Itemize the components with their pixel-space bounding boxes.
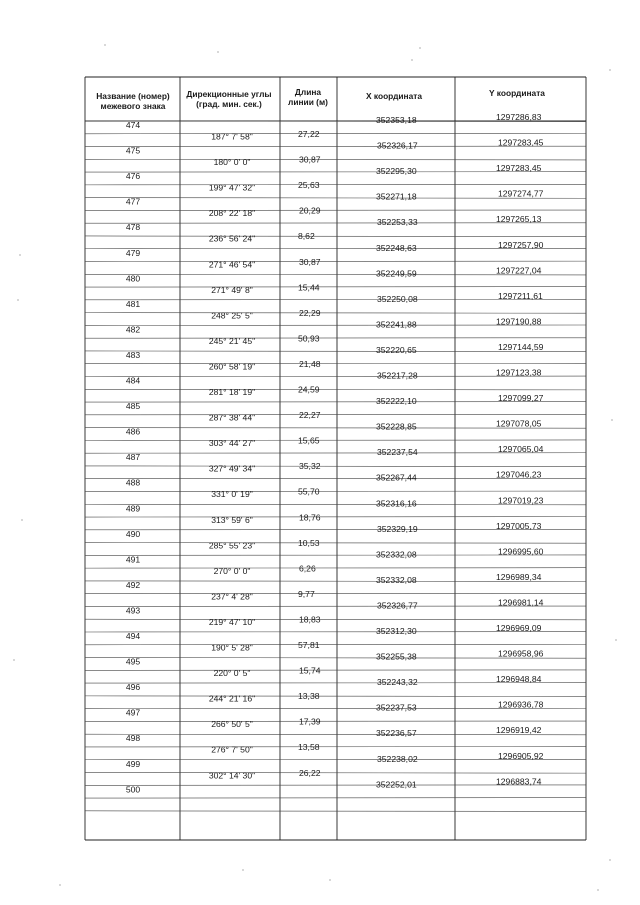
x-coordinate: 352237,54 (377, 447, 418, 458)
marker-number: 486 (125, 426, 141, 437)
line-length: 24,59 (298, 384, 320, 395)
header-name-line1: Название (номер) (96, 91, 170, 101)
directional-angle: 313° 59' 6" (211, 514, 253, 525)
scan-speck (411, 59, 412, 60)
directional-angle: 281° 18' 19" (208, 387, 256, 397)
directional-angle: 237° 4' 28" (211, 591, 253, 602)
x-coordinate: 352271,18 (376, 191, 417, 202)
y-coordinate: 1297257,90 (498, 239, 544, 250)
y-coordinate: 1296969,09 (496, 623, 542, 633)
marker-number: 494 (125, 631, 141, 641)
scan-speck (242, 869, 243, 870)
y-coordinate: 1297065,04 (498, 444, 544, 455)
marker-number: 498 (125, 733, 141, 744)
y-coordinate: 1297046,23 (496, 469, 542, 480)
header-y-coordinate: Y координата (489, 88, 545, 98)
scan-speck (59, 884, 60, 885)
y-coordinate: 1297123,38 (496, 367, 542, 378)
header-length-line2: линии (м) (288, 97, 328, 107)
directional-angle: 271° 46' 54" (208, 259, 256, 270)
y-coordinate: 1296948,84 (496, 674, 542, 685)
line-length: 26,22 (299, 767, 321, 778)
line-length: 35,32 (299, 461, 321, 472)
header-angle-line1: Дирекционные углы (186, 89, 272, 99)
line-length: 18,76 (299, 512, 321, 523)
x-coordinate: 352238,02 (377, 753, 418, 764)
line-length: 50,93 (298, 333, 320, 344)
scan-speck (609, 859, 610, 860)
header-angle-line2: (град. мин. сек.) (196, 99, 262, 109)
x-coordinate: 352326,17 (377, 140, 418, 151)
y-coordinate: 1297099,27 (498, 393, 544, 404)
x-coordinate: 352252,01 (376, 779, 417, 790)
scan-speck (17, 299, 18, 300)
marker-number: 489 (125, 503, 141, 514)
x-coordinate: 352248,63 (376, 242, 417, 253)
marker-number: 496 (125, 682, 141, 693)
marker-number: 477 (125, 196, 141, 207)
marker-number: 483 (125, 350, 141, 360)
marker-number: 478 (125, 222, 141, 233)
marker-number: 497 (125, 707, 141, 718)
y-coordinate: 1296995,60 (498, 546, 544, 557)
line-length: 9,77 (298, 588, 315, 599)
directional-angle: 245° 21' 45" (208, 335, 256, 346)
marker-number: 479 (125, 247, 141, 258)
marker-number: 488 (125, 477, 141, 488)
x-coordinate: 352253,33 (377, 217, 418, 228)
header-name-line2: межевого знака (100, 101, 166, 111)
scan-speck (217, 51, 218, 52)
y-coordinate: 1297144,59 (498, 342, 544, 352)
y-coordinate: 1296883,74 (496, 776, 542, 787)
marker-number: 484 (125, 375, 141, 386)
directional-angle: 302° 14' 30" (208, 770, 256, 781)
scan-speck (19, 254, 20, 255)
directional-angle: 187° 7' 58" (211, 131, 253, 142)
x-coordinate: 352243,32 (377, 677, 418, 688)
scan-speck (329, 879, 330, 880)
line-length: 8,62 (298, 231, 315, 242)
scan-speck (104, 44, 105, 45)
line-length: 17,39 (299, 716, 321, 727)
scan-speck (21, 519, 22, 520)
line-length: 21,48 (299, 359, 321, 369)
x-coordinate: 352249,59 (376, 268, 417, 279)
x-coordinate: 352241,88 (376, 319, 417, 330)
line-length: 13,38 (298, 691, 320, 702)
line-length: 10,53 (298, 537, 320, 548)
y-coordinate: 1297283,45 (498, 137, 544, 148)
x-coordinate: 352312,30 (376, 626, 417, 636)
scan-speck (597, 889, 598, 890)
y-coordinate: 1297283,45 (496, 163, 542, 174)
directional-angle: 271° 49' 8" (211, 284, 253, 295)
marker-number: 493 (125, 605, 141, 616)
line-length: 55,70 (298, 486, 320, 497)
directional-angle: 236° 56' 24" (208, 233, 256, 244)
scan-speck (611, 419, 612, 420)
line-length: 30,87 (299, 154, 321, 165)
x-coordinate: 352353,18 (376, 115, 417, 125)
directional-angle: 287° 38' 44" (208, 412, 256, 423)
y-coordinate: 1297005,73 (496, 520, 542, 531)
directional-angle: 270° 0' 0" (213, 565, 251, 576)
x-coordinate: 352220,65 (376, 345, 417, 355)
marker-number: 495 (125, 656, 141, 667)
marker-number: 481 (125, 298, 141, 309)
line-length: 15,74 (299, 665, 321, 676)
x-coordinate: 352295,30 (376, 166, 417, 177)
y-coordinate: 1297227,04 (496, 265, 542, 276)
y-coordinate: 1297286,83 (496, 112, 542, 122)
directional-angle: 327° 49' 34" (208, 463, 256, 474)
directional-angle: 285° 55' 23" (208, 540, 256, 551)
directional-angle: 248° 25' 5" (211, 310, 253, 321)
y-coordinate: 1296958,96 (498, 648, 544, 659)
marker-number: 491 (125, 554, 141, 565)
marker-number: 480 (125, 273, 141, 284)
y-coordinate: 1296905,92 (498, 750, 544, 761)
y-coordinate: 1297211,61 (498, 290, 543, 301)
y-coordinate: 1296936,78 (498, 699, 544, 710)
directional-angle: 331° 0' 19" (211, 489, 253, 500)
line-length: 25,63 (298, 180, 320, 191)
directional-angle: 260° 58' 19" (208, 361, 256, 372)
x-coordinate: 352255,38 (376, 651, 417, 662)
x-coordinate: 352250,08 (377, 293, 418, 304)
x-coordinate: 352222,10 (376, 396, 417, 407)
marker-number: 490 (125, 528, 141, 539)
marker-number: 500 (125, 784, 141, 795)
marker-number: 482 (125, 324, 141, 335)
header-length-line1: Длина (294, 87, 322, 97)
marker-number: 499 (125, 758, 141, 769)
line-length: 22,27 (299, 410, 321, 421)
marker-number: 485 (125, 401, 141, 412)
header-x-coordinate: X координата (365, 91, 423, 101)
line-length: 22,29 (299, 307, 321, 318)
directional-angle: 244° 21' 16" (208, 693, 256, 704)
scan-speck (615, 639, 616, 640)
y-coordinate: 1297265,13 (496, 214, 542, 225)
x-coordinate: 352332,08 (376, 574, 417, 585)
x-coordinate: 352237,53 (376, 702, 417, 713)
x-coordinate: 352236,57 (376, 728, 417, 739)
directional-angle: 199° 47' 32" (208, 182, 256, 193)
x-coordinate: 352267,44 (376, 472, 417, 483)
directional-angle: 208° 22' 18" (208, 208, 256, 219)
marker-number: 475 (125, 145, 141, 156)
marker-number: 474 (125, 120, 141, 130)
line-length: 18,83 (299, 614, 321, 625)
line-length: 6,26 (299, 563, 316, 574)
marker-number: 487 (125, 452, 141, 463)
marker-number: 492 (125, 579, 141, 590)
scan-speck (609, 69, 610, 70)
x-coordinate: 352316,16 (376, 498, 417, 509)
directional-angle: 220° 0' 5" (213, 668, 251, 679)
x-coordinate: 352332,08 (376, 549, 417, 560)
x-coordinate: 352326,77 (377, 600, 418, 611)
scan-speck (419, 47, 420, 48)
x-coordinate: 352217,28 (377, 370, 418, 381)
directional-angle: 303° 44' 27" (208, 438, 256, 449)
scan-speck (13, 659, 14, 660)
line-length: 30,87 (299, 256, 321, 267)
line-length: 13,58 (298, 742, 320, 753)
y-coordinate: 1297274,77 (498, 188, 544, 199)
directional-angle: 180° 0' 0" (213, 157, 251, 168)
line-length: 27,22 (298, 129, 320, 139)
x-coordinate: 352329,19 (377, 523, 418, 534)
marker-number: 476 (125, 171, 141, 182)
line-length: 57,81 (298, 640, 320, 650)
directional-angle: 219° 47' 10" (208, 617, 256, 627)
line-length: 15,65 (298, 435, 320, 446)
y-coordinate: 1297078,05 (496, 418, 542, 429)
y-coordinate: 1297190,88 (496, 316, 542, 327)
y-coordinate: 1296981,14 (498, 597, 544, 608)
y-coordinate: 1297019,23 (498, 495, 544, 506)
line-length: 15,44 (298, 282, 320, 293)
x-coordinate: 352228,85 (376, 421, 417, 432)
directional-angle: 190° 5' 28" (211, 642, 253, 653)
directional-angle: 266° 50' 5" (211, 719, 253, 730)
y-coordinate: 1296919,42 (496, 725, 542, 736)
y-coordinate: 1296989,34 (496, 571, 542, 582)
line-length: 20,29 (299, 205, 321, 216)
directional-angle: 276° 7' 50" (211, 744, 253, 755)
